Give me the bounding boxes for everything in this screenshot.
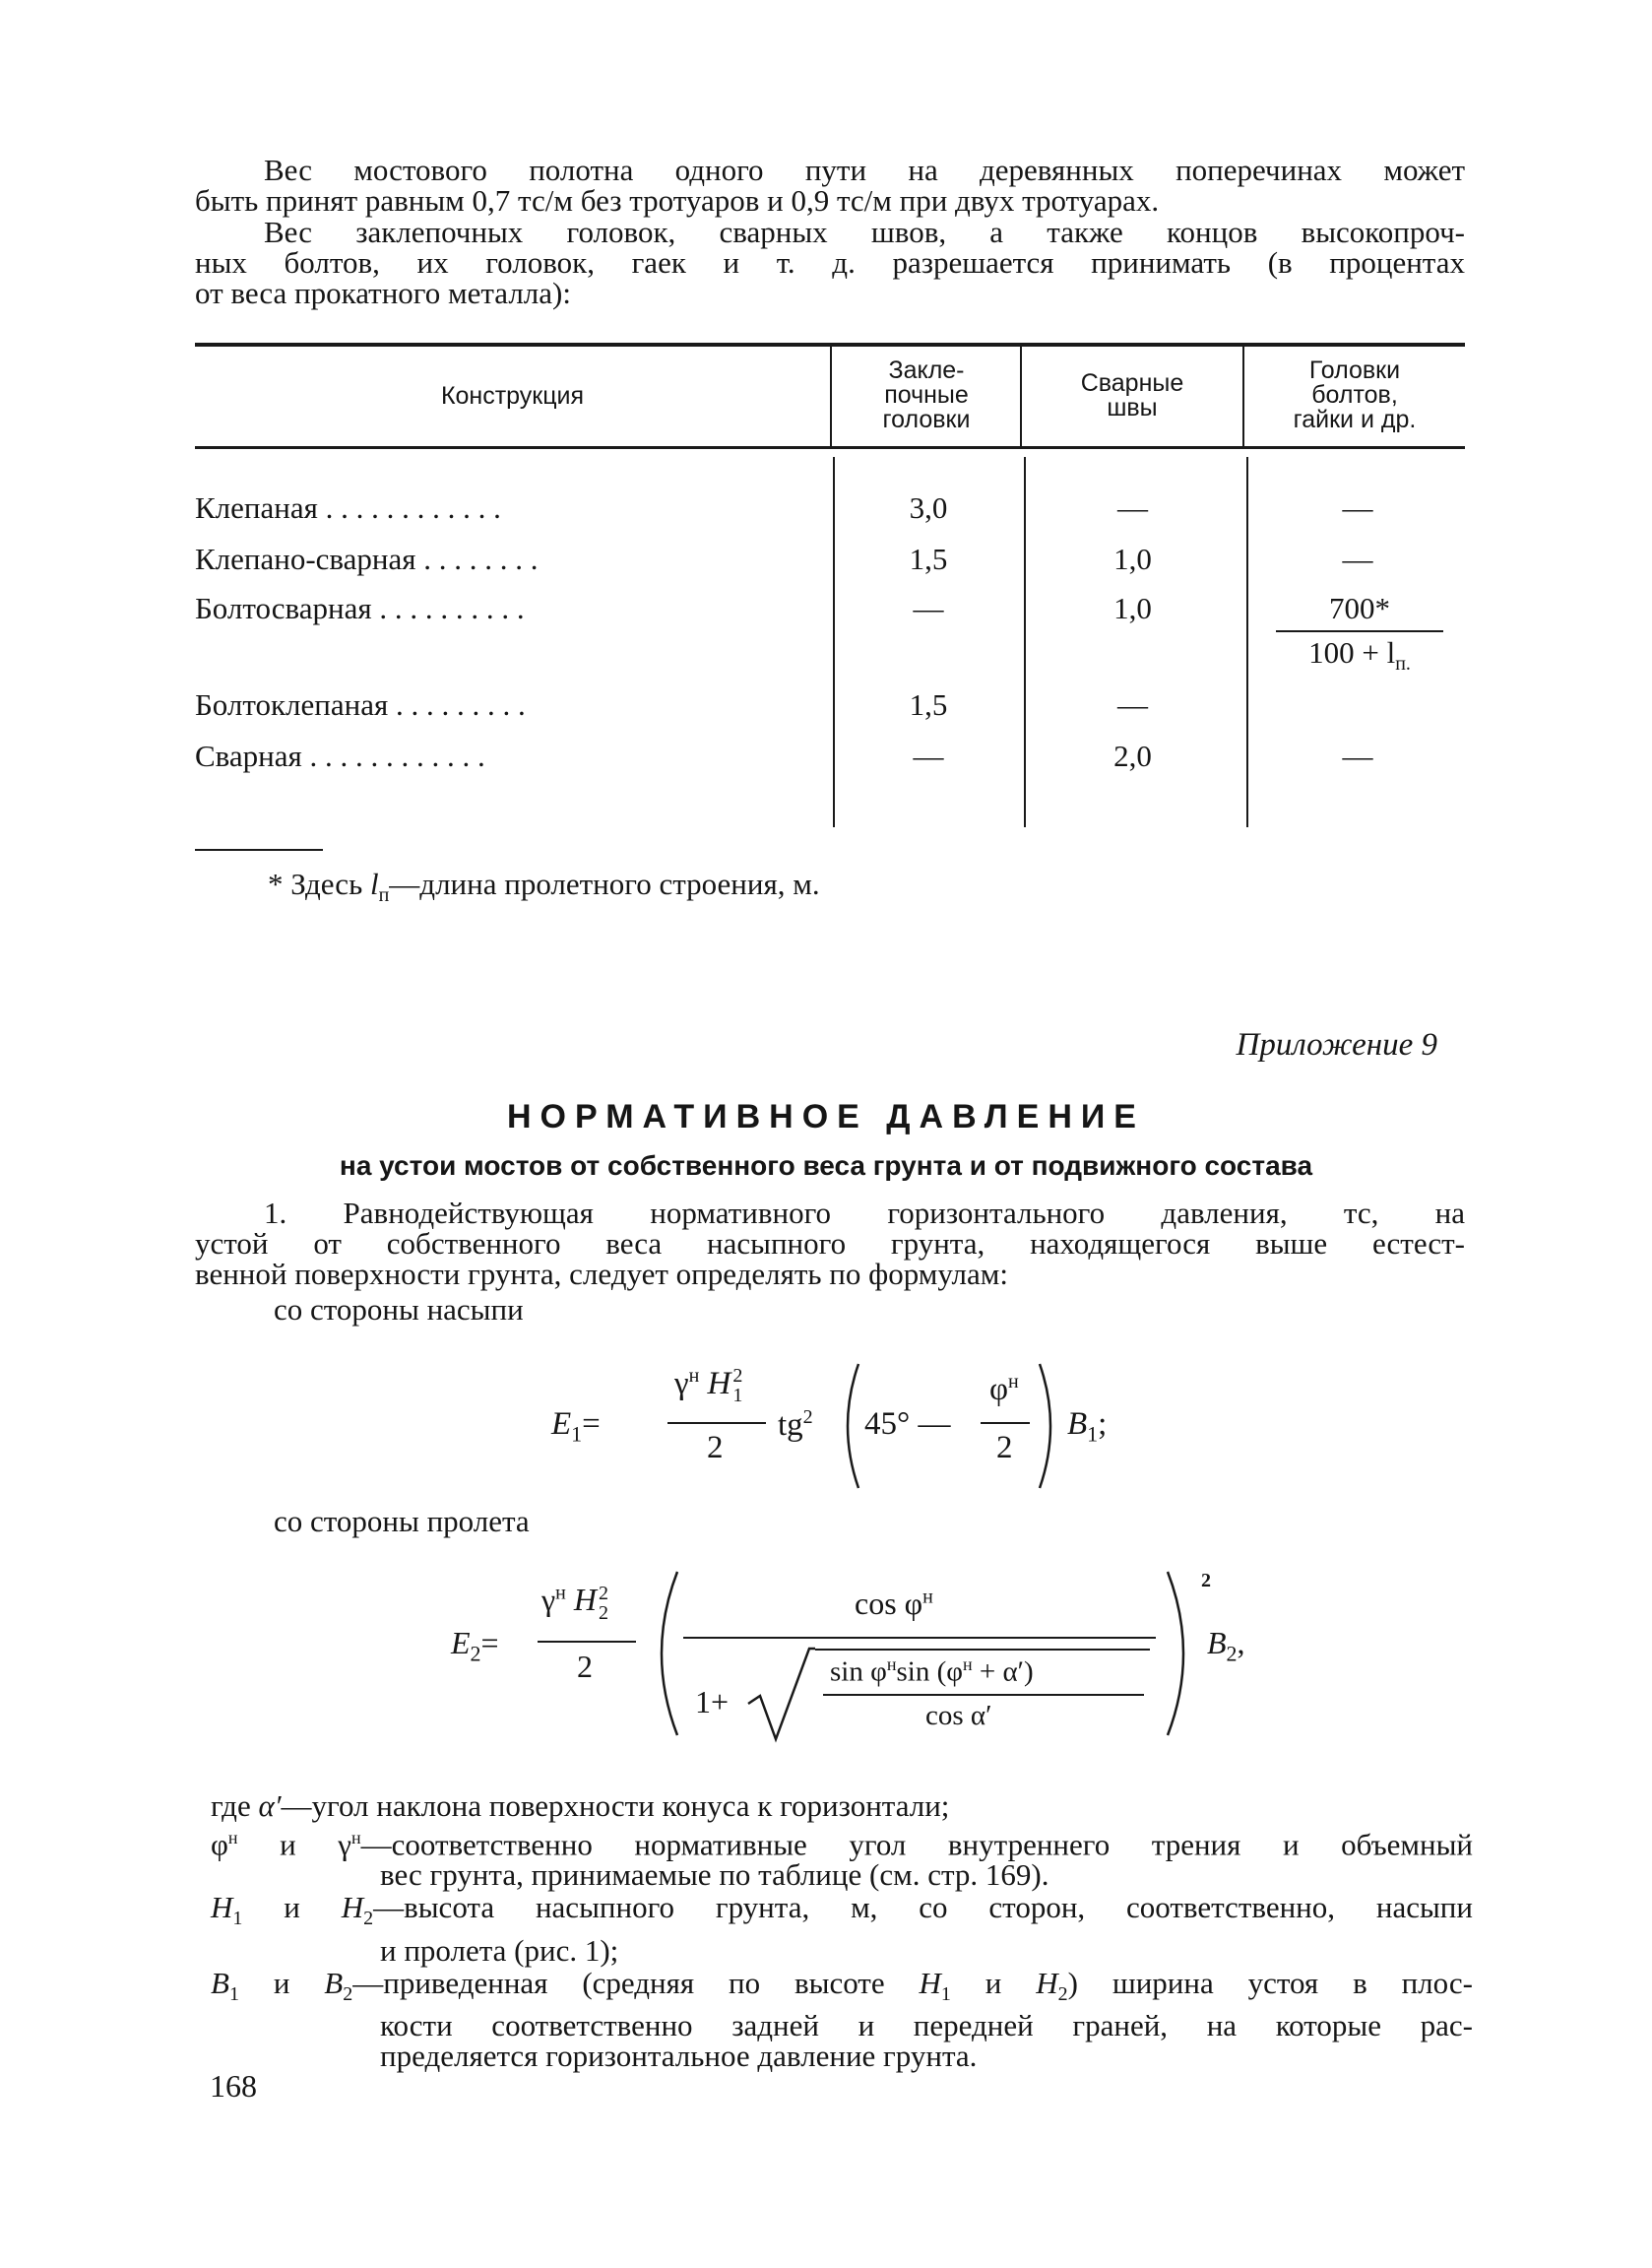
table-cell-construction: Болтоклепаная . . . . . . . . . (195, 687, 526, 722)
table-row (195, 687, 1465, 727)
formula-e1-lhs-symbol: E (551, 1406, 572, 1442)
weight-percentage-table (195, 335, 1465, 827)
formula-e2-root-num-c: + α′) (972, 1655, 1034, 1688)
table-header-bolts-line: гайки и др. (1293, 406, 1417, 433)
fraction-numerator: 700* (1329, 591, 1390, 625)
table-header-welds-line: Сварные (1080, 369, 1184, 397)
formula-e1-equals: = (582, 1406, 601, 1442)
formula-e1-phi-symbol: φ (989, 1372, 1009, 1407)
definition-alpha-text: —угол наклона поверхности конуса к горизонтали; (281, 1788, 950, 1823)
definition-b-text-a: —приведенная (средняя по высоте (352, 1965, 920, 2000)
left-paren-icon (835, 1362, 864, 1490)
definition-b-mid: и (950, 1965, 1037, 2000)
formula-e1-phi-bar (981, 1422, 1030, 1424)
formula-e2-b: B (1207, 1625, 1227, 1660)
definition-b2: B (324, 1965, 344, 2000)
fraction-bar (1276, 630, 1443, 632)
formula-e2 (451, 1566, 1258, 1743)
formula-e1-h-sub: 1 (732, 1385, 743, 1407)
definition-phi: φ (211, 1827, 228, 1862)
footnote-rule (195, 849, 323, 851)
section1-line2: устой от собственного веса насыпного грунта, находящегося выше естест- (195, 1226, 1465, 1261)
table-header-rule (195, 446, 1465, 449)
formula-e1-tg (778, 1406, 813, 1444)
table-row (195, 591, 1465, 630)
formula-e1-end: ; (1098, 1406, 1108, 1442)
table-header-bolts-line: Головки (1308, 356, 1401, 384)
definition-alpha (211, 1790, 1473, 1821)
formula-e2-lhs (451, 1625, 499, 1666)
definition-h-line2: и пролета (рис. 1); (380, 1932, 619, 1968)
definition-and: и (238, 1965, 325, 2000)
definition-b-h2: H (1036, 1965, 1058, 2000)
formula-e2-cos-top-sup: н (922, 1586, 933, 1608)
definition-and: и (242, 1890, 342, 1925)
table-cell-rivets: 1,5 (909, 687, 948, 722)
definition-gamma: γ (338, 1827, 351, 1862)
table-header-welds-line: швы (1107, 394, 1158, 421)
formula-e1-fraction-bar (667, 1422, 766, 1424)
formula-e1-inner: 45° — (864, 1406, 951, 1442)
table-cell-welds: — (1117, 490, 1148, 525)
table-cell-bolts (1250, 687, 1465, 723)
definition-b-text-b: ) ширина устоя в плос- (1067, 1965, 1474, 2000)
formula-e1 (551, 1357, 1162, 1495)
page-title: НОРМАТИВНОЕ ДАВЛЕНИЕ (507, 1098, 1145, 1135)
formula-e2-lhs-symbol: E (451, 1625, 471, 1660)
definition-b-h2-sub: 2 (1057, 1982, 1068, 2005)
definition-h2: H (341, 1890, 364, 1925)
formula-e1-h-scripts (732, 1366, 742, 1405)
definition-h-line1 (211, 1892, 1473, 1934)
formula-e2-root-num-sup2: н (962, 1654, 973, 1674)
table-cell-construction: Клепаная . . . . . . . . . . . . (195, 490, 501, 525)
definition-b (211, 1965, 1474, 2073)
formula-e2-end: , (1237, 1625, 1245, 1660)
page-subtitle: на устои мостов от собственного веса грунта и от подвижного состава (339, 1150, 1313, 1181)
paragraph-rivet-weight-line3: от веса прокатного металла): (195, 276, 571, 310)
formula-e2-b-sub: 2 (1226, 1641, 1238, 1666)
definition-gamma-sup: н (350, 1828, 361, 1847)
definition-and: и (237, 1827, 339, 1862)
formula-e1-b-sub: 1 (1087, 1421, 1099, 1447)
table-cell-rivets: — (913, 739, 944, 773)
table-header-bolts (1244, 358, 1465, 432)
formula-e1-denominator: 2 (707, 1430, 724, 1465)
definition-phi-gamma (211, 1823, 1473, 1893)
formula-e2-fraction-bar (538, 1641, 636, 1643)
footnote-symbol: l (369, 867, 379, 901)
table-cell-welds: — (1117, 687, 1148, 722)
table-header-rivets-line: головки (882, 406, 971, 433)
definition-h-text: —высота насыпного грунта, м, со сторон, соответственно, насыпи (373, 1890, 1473, 1925)
formula-e2-cos-top-text: cos φ (855, 1586, 923, 1621)
definition-b-h1-sub: 1 (940, 1982, 951, 2005)
formula-e1-phi-den: 2 (996, 1430, 1013, 1465)
formula-e2-main-bar (683, 1637, 1156, 1639)
fraction-denominator-base: 100 + l (1308, 635, 1396, 670)
table-header-rivets-line: почные (884, 381, 969, 409)
table-cell-rivets: 3,0 (909, 490, 948, 525)
right-paren-icon (1034, 1362, 1063, 1490)
formula-e1-gamma-sup: н (688, 1365, 700, 1387)
section1-line1: 1. Равнодействующая нормативного горизонтального давления, тс, на (264, 1196, 1465, 1230)
definitions-list (211, 1790, 1473, 2073)
formula-e1-tail (1067, 1406, 1107, 1448)
table-cell-welds: 2,0 (1113, 739, 1152, 773)
formula-e2-cos-top (855, 1586, 933, 1622)
table-cell-rivets: 1,5 (909, 542, 948, 576)
definition-b1-sub: 1 (228, 1982, 239, 2005)
footnote (268, 867, 820, 907)
formula-e2-denominator: 2 (577, 1649, 593, 1684)
table-cell-rivets: — (913, 591, 944, 625)
appendix-label: Приложение 9 (1236, 1027, 1437, 1063)
definition-b-line1 (211, 1965, 1474, 2010)
left-paren-icon (644, 1570, 683, 1737)
formula-e2-root-num-a: sin φ (830, 1655, 887, 1688)
definition-b1: B (211, 1965, 229, 2000)
formula-e2-h-scripts (599, 1584, 608, 1623)
definition-where: где (211, 1788, 251, 1823)
paragraph-track-weight-line2: быть принят равным 0,7 тс/м без тротуаров и 0,9 тс/м при двух тротуарах. (195, 183, 1160, 218)
table-cell-welds: 1,0 (1113, 591, 1152, 625)
formula-e2-equals: = (480, 1625, 499, 1660)
formula-e1-lhs-sub: 1 (571, 1421, 583, 1447)
formula-e1-phi (989, 1371, 1019, 1408)
fraction-denominator-sub: п. (1395, 653, 1411, 676)
footnote-text: —длина пролетного строения, м. (389, 867, 820, 901)
formula-e2-root-num (830, 1654, 1034, 1689)
formula-e2-power: 2 (1201, 1570, 1211, 1591)
formula-e2-root-num-sup: н (886, 1654, 897, 1674)
formula-e1-phi-sup: н (1008, 1371, 1019, 1393)
table-cell-bolts: — (1342, 739, 1373, 773)
formula-e2-gamma-sup: н (555, 1582, 566, 1604)
formula-e1-h: H (707, 1366, 731, 1401)
embankment-side-label: со стороны насыпи (274, 1292, 524, 1327)
paragraph-rivet-weight-line1: Вес заклепочных головок, сварных швов, а также концов высокопроч- (264, 215, 1465, 249)
table-header-bolts-line: болтов, (1311, 381, 1398, 409)
formula-e2-numerator (541, 1582, 608, 1623)
formula-e2-root-num-b: sin (φ (896, 1655, 963, 1688)
section1-line3: венной поверхности грунта, следует определять по формулам: (195, 1257, 1008, 1291)
definition-b-line2: кости соответственно задней и передней граней, на которые рас- (380, 2007, 1473, 2042)
formula-e2-h: H (573, 1582, 597, 1617)
paragraph-rivet-weight-line2: ных болтов, их головок, гаек и т. д. разрешается принимать (в процентах (195, 245, 1465, 280)
formula-e2-h-sub: 2 (598, 1601, 608, 1624)
table-column-divider (830, 347, 832, 446)
definition-phi-gamma-text: —соответственно нормативные угол внутреннего трения и объемный (360, 1827, 1473, 1862)
table-header-rivets (833, 358, 1020, 432)
definition-b2-sub: 2 (343, 1982, 353, 2005)
definition-h1: H (211, 1890, 233, 1925)
definition-b-line3: пределяется горизонтальное давление грунта. (380, 2038, 978, 2073)
sqrt-icon (746, 1645, 815, 1743)
definition-alpha-symbol: α′ (258, 1788, 282, 1823)
definition-h1-sub: 1 (232, 1908, 243, 1930)
definition-b-h1: H (919, 1965, 941, 2000)
table-cell-bolts: — (1342, 542, 1373, 576)
table-row (195, 490, 1465, 530)
definition-phi-gamma-line1 (211, 1823, 1473, 1862)
table-header-rivets-line: Закле- (888, 356, 965, 384)
formula-e2-root-den: cos α′ (925, 1700, 992, 1731)
footnote-prefix: * Здесь (268, 867, 370, 901)
formula-e2-lhs-sub: 2 (470, 1641, 481, 1666)
definition-phi-sup: н (227, 1828, 238, 1847)
definition-phi-gamma-line2: вес грунта, принимаемые по таблице (см. стр. 169). (380, 1857, 1049, 1893)
definition-h (211, 1890, 1473, 1968)
table-cell-construction: Сварная . . . . . . . . . . . . (195, 739, 485, 773)
formula-e2-tail (1207, 1625, 1245, 1666)
table-cell-construction: Болтосварная . . . . . . . . . . (195, 591, 525, 625)
definition-h2-sub: 2 (363, 1908, 374, 1930)
formula-e2-h-sup: 2 (598, 1582, 608, 1604)
formula-e2-one-plus: 1+ (695, 1684, 730, 1719)
table-cell-welds: 1,0 (1113, 542, 1152, 576)
table-header-welds (1022, 371, 1242, 421)
formula-e1-gamma: γ (674, 1366, 689, 1401)
paragraph-track-weight-line1: Вес мостового полотна одного пути на деревянных поперечинах может (264, 153, 1465, 187)
table-header-construction: Конструкция (440, 382, 585, 410)
table-row (195, 542, 1465, 581)
formula-e2-root-overline (815, 1649, 1150, 1651)
fraction-denominator (1276, 635, 1443, 676)
table-cell-bolts: — (1342, 490, 1373, 525)
table-row (195, 739, 1465, 778)
formula-e1-b: B (1067, 1406, 1088, 1442)
formula-e1-tg-text: tg (778, 1407, 803, 1443)
table-cell-construction: Клепано-сварная . . . . . . . . (195, 542, 539, 576)
formula-e1-numerator (674, 1365, 742, 1405)
bolt-head-fraction (1276, 591, 1443, 681)
formula-e2-root-bar (823, 1694, 1144, 1696)
span-side-label: со стороны пролета (274, 1504, 530, 1538)
formula-e1-lhs (551, 1406, 601, 1448)
page-number: 168 (210, 2068, 257, 2104)
footnote-symbol-sub: п (378, 884, 390, 907)
formula-e2-gamma: γ (541, 1582, 556, 1617)
formula-e1-h-sup: 2 (732, 1365, 743, 1388)
right-paren-icon (1162, 1570, 1201, 1737)
formula-e1-tg-sup: 2 (802, 1406, 813, 1428)
